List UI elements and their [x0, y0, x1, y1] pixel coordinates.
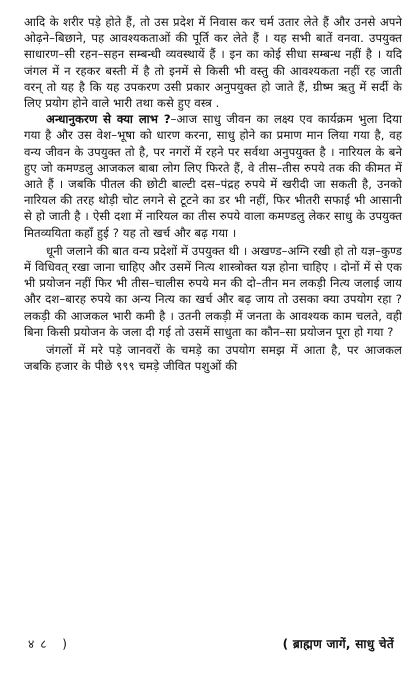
paragraph-2 — [24, 111, 402, 241]
paragraph-3: धूनी जलाने की बात वन्य प्रदेशों में उपयुक्त थी । अखण्ड–अग्नि रखी हो तो यज्ञ–कुण्ड में विधिवत् रखा जाना चाहिए और उसमें नित्य शास्त्रोक्त यज्ञ होना चाहिए । दोनों में से एक भी प्रयोजन नहीं फिर भी तीस–चालीस रुपये मन की दो–तीन मन लकड़ी नित्य जलाई जाय और दश–बारह रुपये का अन्य नित्य का खर्च और बढ़ जाय तो उसका क्या उपयोग रहा ? लकड़ी की आजकल भारी कमी है । उतनी लकड़ी में जनता के आवश्यक काम चलते, वही बिना किसी प्रयोजन के जला दी गई तो उसमें साधुता का कौन–सा प्रयोजन पूरा हो गया ? — [24, 243, 402, 339]
paragraph-1: आदि के शरीर पड़े होते हैं, तो उस प्रदेश में निवास कर चर्म उतार लेते हैं और उनसे अपने ओढ़ने–बिछाने, पह आवश्यकताओं की पूर्ति कर लेते हैं । यह सभी बातें वनवा. उपयुक्त साधारण–सी रहन–सहन सम्बन्धी व्यवस्थायें हैं । इन का कोई सीधा सम्बन्ध नहीं है । यदि जंगल में न रहकर बस्ती में है तो इनमें से किसी भी वस्तु की आवश्यकता नहीं रह जाती वरन् तो यह है कि यह उपकरण उसी प्रकार अनुपयुक्त हो जाते हैं, ग्रीष्म ऋतु में सर्दी के लिए प्रयोग होने वाले भारी तथा कसे हुए वस्त्र . — [24, 15, 402, 111]
page-footer — [28, 634, 394, 652]
paragraph-2-text: –आज साधु जीवन का लक्ष्य एव कार्यक्रम भुला दिया गया है और उस वेश–भूषा को धारण करना, साधु होने का प्रमाण मान लिया गया है, वह वन्य जीवन के उपयुक्त तो है, पर नगरों में रहने पर सर्वथा अनुपयुक्त है । नारियल के बने हुए जो कमण्डलु आजकल बाबा लोग लिए फिरते हैं, वे तीस–तीस रुपये तक की कीमत में आते हैं । जबकि पीतल की छोटी बाल्टी दस–पंद्रह रुपये में खरीदी जा सकती है, उनको नारियल की तरह थोड़ी चोट लगने से टूटने का डर भी नहीं, फिर भीतरी सफाई भी आसानी से हो जाती है । ऐसी दशा में नारियल का तीस रुपये वाला कमण्डलु लेकर साधु के उपयुक्त मितव्ययिता कहाँ हुई ? यह तो खर्च और बढ़ गया । — [24, 112, 402, 240]
page-number: ४८ ) — [28, 636, 73, 651]
section-heading: अन्धानुकरण से क्या लाभ ? — [46, 112, 171, 127]
body-text — [24, 14, 402, 374]
book-title: ( ब्राह्मण जागें, साधु चेतें — [282, 636, 394, 651]
paragraph-4: जंगलों में मरे पड़े जानवरों के चमड़े का उपयोग समझ में आता है, पर आजकल जबकि हजार के पीछे ९९९ चमड़े जीवित पशुओं की — [24, 343, 402, 374]
